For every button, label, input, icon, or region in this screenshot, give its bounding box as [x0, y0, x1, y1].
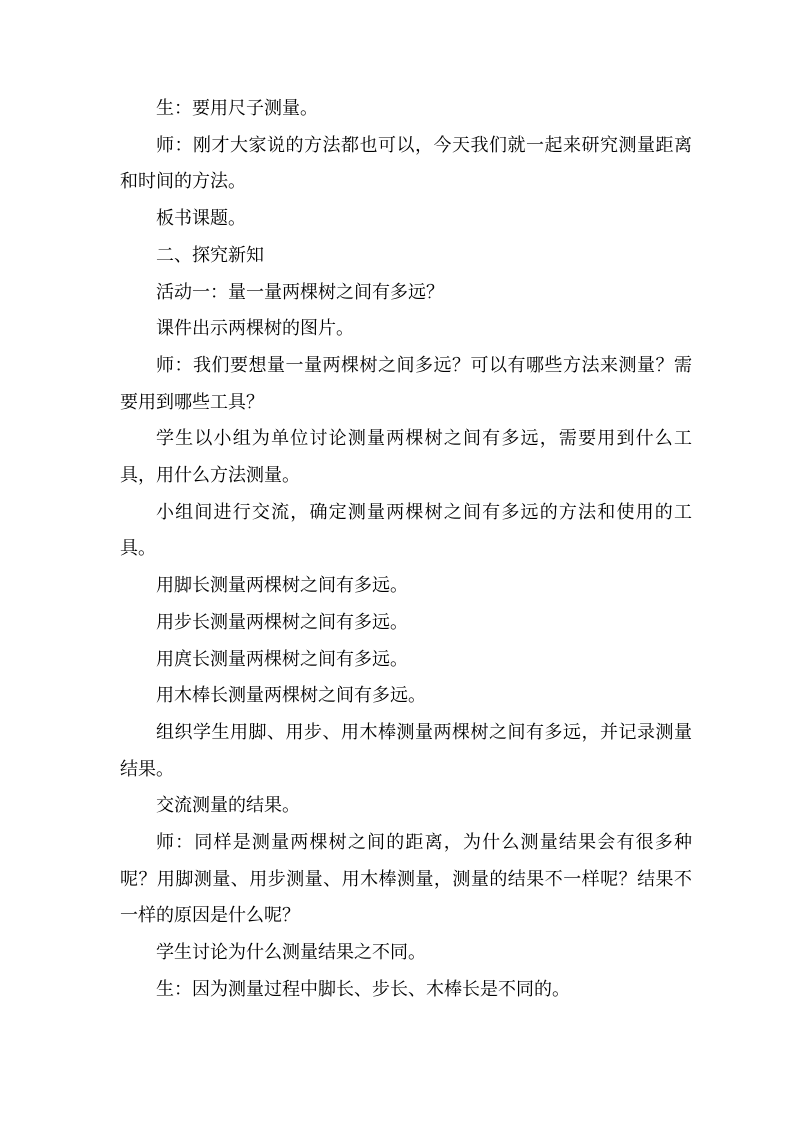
paragraph: 小组间进行交流，确定测量两棵树之间有多远的方法和使用的工具。 — [120, 501, 692, 560]
paragraph: 板书课题。 — [156, 208, 246, 230]
paragraph: 组织学生用脚、用步、用木棒测量两棵树之间有多远，并记录测量结果。 — [120, 721, 692, 780]
paragraph: 师：刚才大家说的方法都也可以，今天我们就一起来研究测量距离和时间的方法。 — [120, 134, 692, 193]
section-heading: 二、探究新知 — [156, 244, 264, 266]
paragraph: 用步长测量两棵树之间有多远。 — [156, 611, 408, 633]
paragraph: 用木棒长测量两棵树之间有多远。 — [156, 685, 426, 707]
paragraph: 学生讨论为什么测量结果之不同。 — [156, 942, 426, 964]
paragraph: 师：我们要想量一量两棵树之间多远？可以有哪些方法来测量？需要用到哪些工具？ — [120, 354, 692, 413]
paragraph: 课件出示两棵树的图片。 — [156, 318, 354, 340]
paragraph: 生：要用尺子测量。 — [156, 98, 318, 119]
paragraph: 生：因为测量过程中脚长、步长、木棒长是不同的。 — [156, 978, 570, 1000]
paragraph: 学生以小组为单位讨论测量两棵树之间有多远，需要用到什么工具，用什么方法测量。 — [120, 428, 692, 487]
document-body — [120, 91, 692, 1009]
paragraph: 用庹长测量两棵树之间有多远。 — [156, 648, 408, 670]
activity-heading: 活动一：量一量两棵树之间有多远？ — [156, 281, 444, 303]
paragraph: 师：同样是测量两棵树之间的距离，为什么测量结果会有很多种呢？用脚测量、用步测量、用木棒测量，测量的结果不一样呢？结果不一样的原因是什么呢？ — [120, 832, 692, 927]
paragraph: 交流测量的结果。 — [156, 795, 300, 817]
paragraph: 用脚长测量两棵树之间有多远。 — [156, 575, 408, 597]
